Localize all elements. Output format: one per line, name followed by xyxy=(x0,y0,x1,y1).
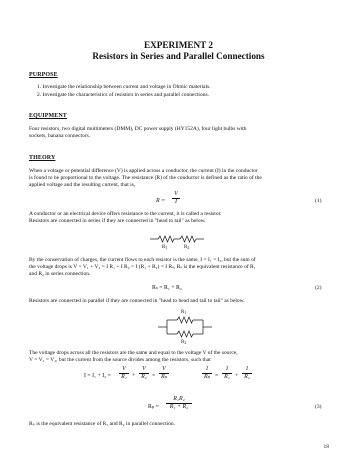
eq3b-fraction-3: 1 R₂ xyxy=(242,366,252,380)
eq3b-equals: = xyxy=(215,373,219,379)
parallel-label-r2: $R_2$ xyxy=(181,340,187,345)
eq4-label: (3) xyxy=(315,404,322,410)
series-label-r2: $R_2$ xyxy=(184,245,190,250)
theory-p2-line2: Resistors are connected in series if they are connected in "head to tail" as below. xyxy=(29,218,206,224)
eq3a-equals: = xyxy=(152,373,156,379)
eq3a-fraction-2: V R₂ xyxy=(139,366,149,380)
eq3a-plus: + xyxy=(132,373,136,379)
theory-heading: THEORY xyxy=(29,155,56,161)
theory-p1-line3: applied voltage and the resulting current, that is, xyxy=(29,182,136,188)
experiment-subtitle: Resistors in Series and Parallel Connections xyxy=(92,51,265,61)
parallel-resistor-diagram xyxy=(158,316,214,340)
parallel-label-r1: $R_1$ xyxy=(181,310,187,315)
eq3a-fraction-3: V Rₚ xyxy=(160,366,168,380)
parallel-resistor-r2 xyxy=(177,331,193,337)
eq1-fraction xyxy=(172,191,180,205)
equipment-text-line2: sockets, banana connectors. xyxy=(29,133,91,139)
equipment-heading: EQUIPMENT xyxy=(29,113,67,119)
purpose-heading: PURPOSE xyxy=(29,72,58,78)
eq1-numerator: V xyxy=(174,191,178,197)
parallel-resistor-r1 xyxy=(177,317,193,323)
theory-p2-line1: A conductor or an electrical device offers resistance to the current, it is called a resistor. xyxy=(29,211,222,217)
eq4-fraction: R₁R₂ R₁ + R₂ xyxy=(166,396,192,410)
eq1-lhs: R = xyxy=(156,198,166,204)
theory-p6: Rₚ is the equivalent resistance of R₁ and R₂ in parallel connection. xyxy=(29,421,175,427)
theory-p5-line2: V = V₁ = V₂, but the current from the source divides among the resistors, such that xyxy=(29,357,211,363)
equipment-text-line1: Four resistors, two digital multimeters (DMM), DC power supply (HY152A), four light bulbs with xyxy=(29,126,247,132)
purpose-item-1: 1. Investigate the relationship between current and voltage in Ohmic materials. xyxy=(37,84,211,90)
series-resistor-r2 xyxy=(180,236,196,242)
experiment-title: EXPERIMENT 2 xyxy=(143,40,213,50)
eq3a-fraction-1: V R₁ xyxy=(119,366,129,380)
purpose-item-2: 2. Investigate the characteristics of resistors in series and parallel connections. xyxy=(37,92,209,98)
series-resistor-diagram xyxy=(150,234,220,244)
series-label-r1: $R_1$ xyxy=(162,245,168,250)
eq3b-plus: + xyxy=(235,373,239,379)
series-resistor-r1 xyxy=(158,236,174,242)
theory-p3-line1: By the conservation of charges, the current flows to each resistor is the same, I = I₁ = I₂, but the sum of xyxy=(29,257,256,263)
eq2: Rₛ = R₁ + R₂ xyxy=(152,285,182,291)
eq3b-fraction-1: 1 Rₚ xyxy=(203,366,211,380)
eq4-lhs: Rₚ = xyxy=(148,404,159,410)
eq1-label: (1) xyxy=(315,198,322,204)
eq2-label: (2) xyxy=(315,285,322,291)
theory-p5-line1: The voltage drops across all the resistors are the same and equal to the voltage V of the source, xyxy=(29,350,238,356)
theory-p3-line3: and R₂ in series connection. xyxy=(29,271,91,277)
eq3a-lhs: I = I₁ + I₂ = xyxy=(84,373,111,379)
page-number: 18 xyxy=(323,444,329,450)
eq3b-fraction-2: 1 R₁ xyxy=(222,366,232,380)
eq1-denominator: I xyxy=(175,199,177,205)
theory-p1-line2: is found to be proportional to the voltage. The resistance (R) of the conductor is defined as the ratio of the xyxy=(29,175,262,181)
theory-p1-line1: When a voltage or potential difference (V) is applied across a conductor, the current (I) in the conductor xyxy=(29,168,258,174)
theory-p4: Resistors are connected in parallel if they are connected in "head to head and tail to tail" as below. xyxy=(29,298,245,304)
theory-p3-line2: the voltage drops is V = V₁ + V₂ = I R₁ + I R₂ = I (R₁ + R₂) = I Rₛ, Rₛ is the equivalent resistance of R₁ xyxy=(29,264,256,270)
